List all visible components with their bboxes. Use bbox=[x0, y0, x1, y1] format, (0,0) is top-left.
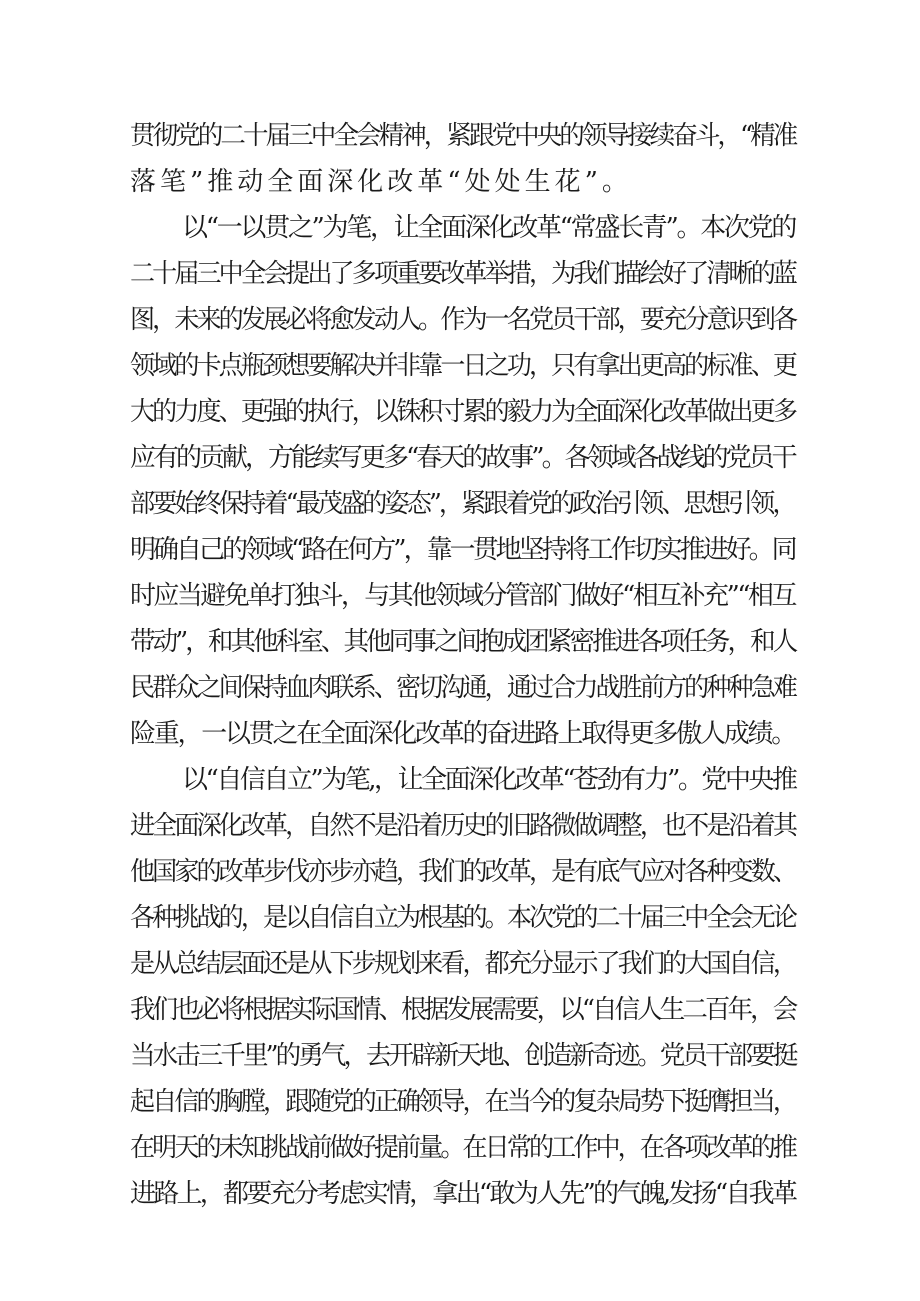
paragraph-start-line: 以“自信自立”为笔,，让全面深化改革“苍劲有力”。党中央推 bbox=[182, 765, 796, 795]
text-line: 落笔”推动全面深化改革“处处生花”。 bbox=[130, 167, 632, 197]
text-line: 是从总结层面还是从下步规划来看，都充分显示了我们的大国自信， bbox=[130, 949, 796, 979]
text-line: 应有的贡献，方能续写更多“春天的故事”。各领域各战线的党员干 bbox=[130, 443, 795, 473]
text-line: 险重，一以贯之在全面深化改革的奋进路上取得更多傲人成绩。 bbox=[130, 719, 796, 749]
text-line: 明确自己的领域“路在何方”，靠一贯地坚持将工作切实推进好。同 bbox=[130, 535, 795, 565]
text-line: 民群众之间保持血肉联系、密切沟通，通过合力战胜前方的种种急难 bbox=[130, 673, 796, 703]
text-line: 带动”，和其他科室、其他同事之间抱成团紧密推进各项任务，和人 bbox=[130, 627, 796, 657]
text-line: 二十届三中全会提出了多项重要改革举措，为我们描绘好了清晰的蓝 bbox=[130, 259, 796, 289]
text-line: 图，未来的发展必将愈发动人。作为一名党员干部，要充分意识到各 bbox=[130, 305, 796, 335]
text-line: 当水击三千里”的勇气，去开辟新天地、创造新奇迹。党员干部要挺 bbox=[130, 1041, 796, 1071]
text-line: 时应当避免单打独斗，与其他领域分管部门做好“相互补充”“相互 bbox=[130, 581, 795, 611]
text-line: 各种挑战的，是以自信自立为根基的。本次党的二十届三中全会无论 bbox=[130, 903, 796, 933]
paragraph-start-line: 以“一以贯之”为笔，让全面深化改革“常盛长青”。本次党的 bbox=[182, 213, 796, 243]
text-line: 大的力度、更强的执行，以铢积寸累的毅力为全面深化改革做出更多 bbox=[130, 397, 796, 427]
text-line: 领域的卡点瓶颈想要解决并非靠一日之功，只有拿出更高的标准、更 bbox=[130, 351, 796, 381]
text-line: 起自信的胸膛，跟随党的正确领导，在当今的复杂局势下挺膺担当， bbox=[130, 1087, 796, 1117]
text-line: 进全面深化改革，自然不是沿着历史的旧路微做调整，也不是沿着其 bbox=[130, 811, 796, 841]
text-line: 他国家的改革步伐亦步亦趋，我们的改革，是有底气应对各种变数、 bbox=[130, 857, 796, 887]
text-line: 贯彻党的二十届三中全会精神，紧跟党中央的领导接续奋斗，“精准 bbox=[130, 121, 796, 151]
text-line: 部要始终保持着“最茂盛的姿态”，紧跟着党的政治引领、思想引领， bbox=[130, 489, 795, 519]
text-line: 我们也必将根据实际国情、根据发展需要，以“自信人生二百年，会 bbox=[130, 995, 796, 1025]
text-line: 进路上，都要充分考虑实情，拿出“敢为人先”的气魄,发扬“自我革 bbox=[130, 1179, 796, 1209]
text-line: 在明天的未知挑战前做好提前量。在日常的工作中，在各项改革的推 bbox=[130, 1133, 796, 1163]
